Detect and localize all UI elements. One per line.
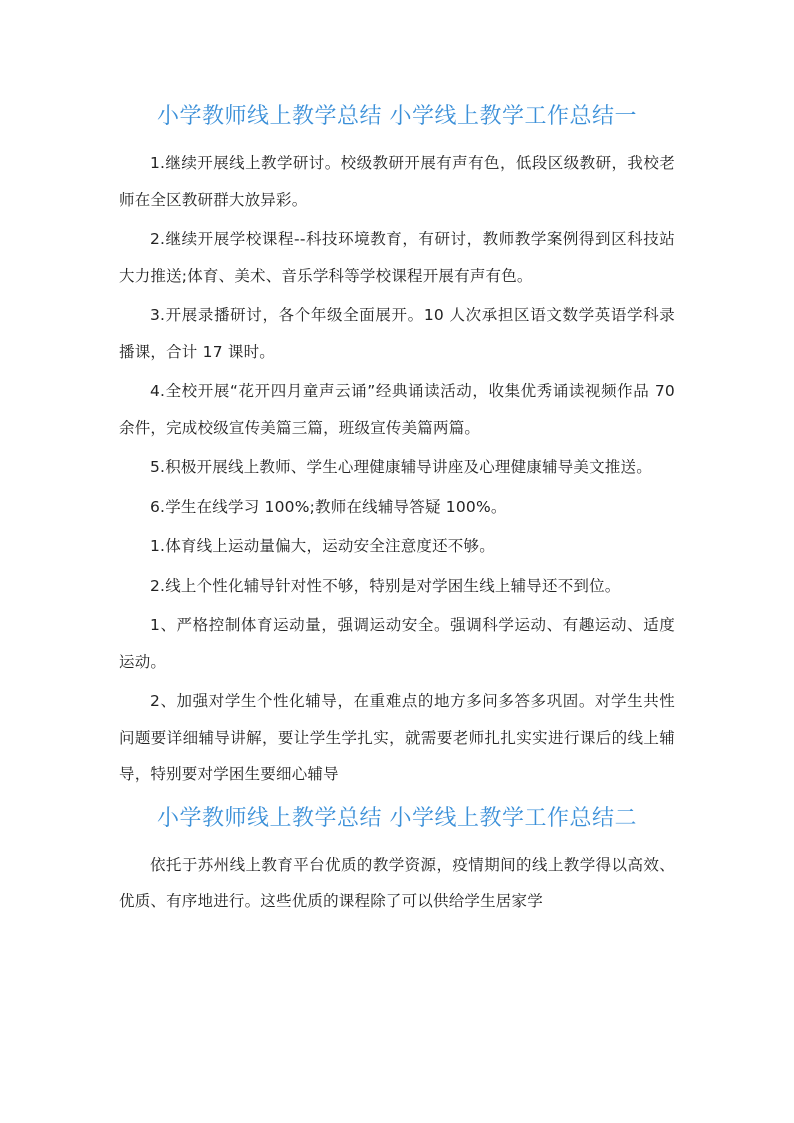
paragraph: 1、严格控制体育运动量，强调运动安全。强调科学运动、有趣运动、适度运动。 [119, 616, 675, 671]
paragraph: 2、加强对学生个性化辅导，在重难点的地方多问多答多巩固。对学生共性问题要详细辅导讲解，要让学生学扎实，就需要老师扎扎实实进行课后的线上辅导，特别要对学困生要细心辅导 [119, 692, 675, 783]
section-2-title: 小学教师线上教学总结 小学线上教学工作总结二 [157, 805, 637, 831]
paragraph: 2.线上个性化辅导针对性不够，特别是对学困生线上辅导还不到位。 [150, 576, 621, 595]
paragraph: 6.学生在线学习 100%;教师在线辅导答疑 100%。 [150, 497, 507, 516]
section-2-body [119, 847, 675, 920]
document-page [119, 0, 675, 923]
paragraph: 4.全校开展“花开四月童声云诵”经典诵读活动，收集优秀诵读视频作品 70 余件，完成校级宣传美篇三篇，班级宣传美篇两篇。 [119, 382, 675, 437]
paragraph: 1.继续开展线上教学研讨。校级教研开展有声有色，低段区级教研，我校老师在全区教研群大放异彩。 [119, 154, 675, 209]
section-1-body [119, 145, 675, 793]
paragraph: 依托于苏州线上教育平台优质的教学资源，疫情期间的线上教学得以高效、优质、有序地进行。这些优质的课程除了可以供给学生居家学 [119, 855, 675, 910]
paragraph: 3.开展录播研讨，各个年级全面展开。10 人次承担区语文数学英语学科录播课，合计 17 课时。 [119, 306, 675, 361]
section-1-title: 小学教师线上教学总结 小学线上教学工作总结一 [157, 104, 637, 129]
paragraph: 2.继续开展学校课程--科技环境教育，有研讨，教师教学案例得到区科技站大力推送;体育、美术、音乐学科等学校课程开展有声有色。 [119, 230, 675, 285]
paragraph: 1.体育线上运动量偏大，运动安全注意度还不够。 [150, 537, 495, 555]
paragraph: 5.积极开展线上教师、学生心理健康辅导讲座及心理健康辅导美文推送。 [150, 458, 652, 476]
